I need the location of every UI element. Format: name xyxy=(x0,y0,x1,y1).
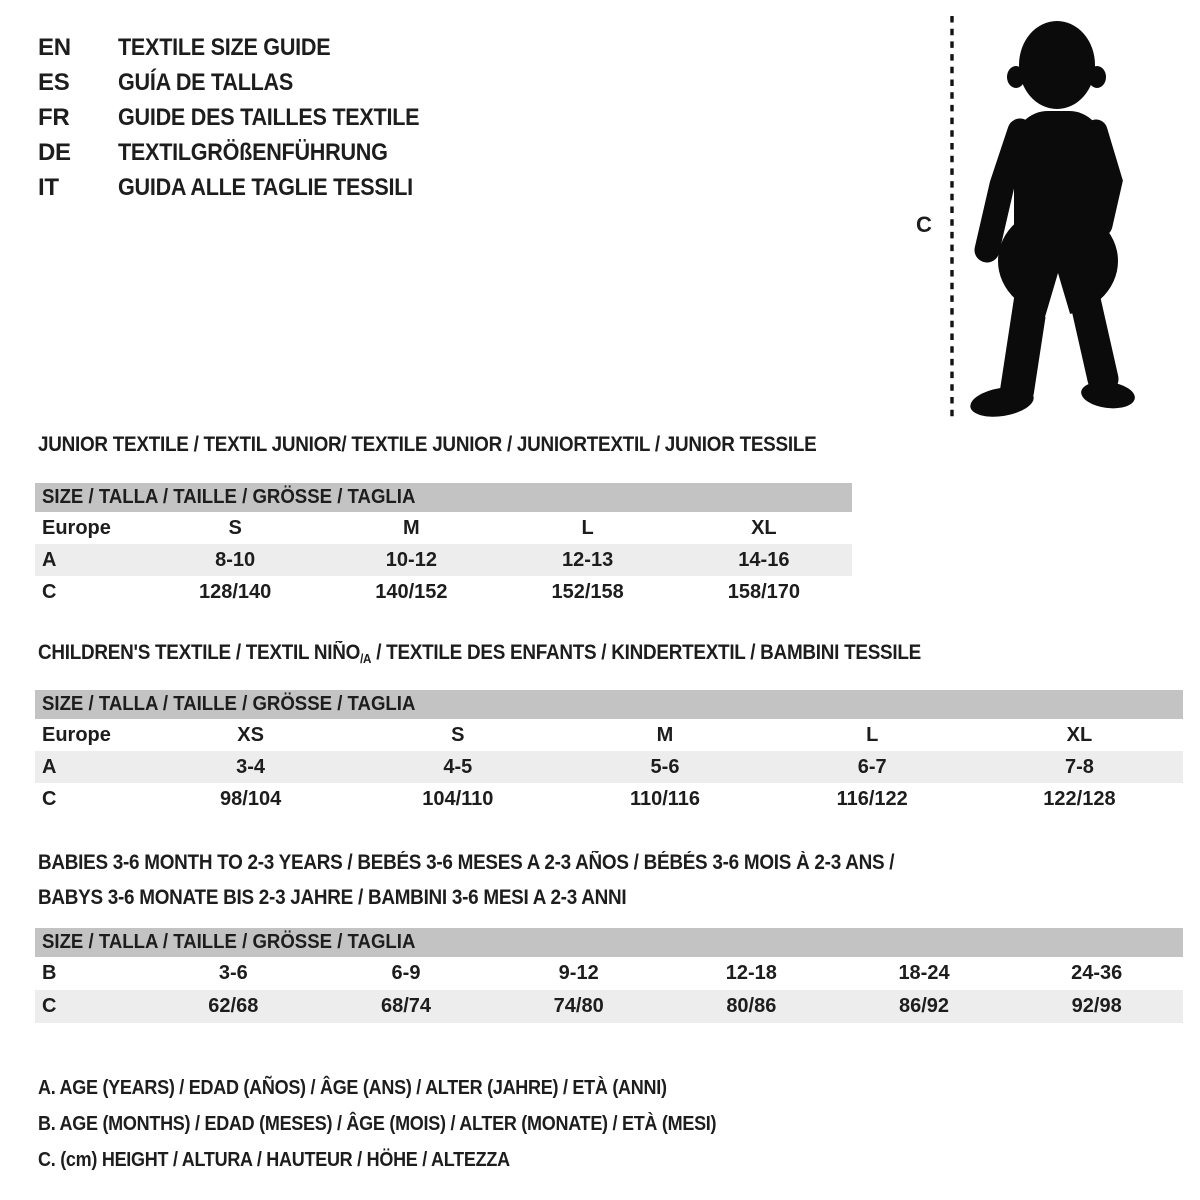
row-label: C xyxy=(42,787,57,810)
table-row xyxy=(35,719,1183,751)
row-label: A xyxy=(42,755,57,778)
table-cell: 10-12 xyxy=(385,548,437,571)
language-code: DE xyxy=(38,138,71,166)
row-label: Europe xyxy=(42,723,111,746)
heading-line-1: BABIES 3-6 MONTH TO 2-3 YEARS / BEBÉS 3-6 MESES A 2-3 AÑOS / BÉBÉS 3-6 MOIS À 2-3 ANS / xyxy=(38,851,895,874)
table-cell: 18-24 xyxy=(898,962,950,984)
table-cell: XL xyxy=(1066,723,1093,746)
language-list xyxy=(38,30,453,205)
toddler-figure xyxy=(968,21,1136,421)
babies-size-table xyxy=(35,928,1183,1023)
table-header-label: SIZE / TALLA / TAILLE / GRÖSSE / TAGLIA xyxy=(42,931,416,953)
table-cell: 4-5 xyxy=(443,755,473,778)
table-cell: M xyxy=(403,516,420,539)
table-row xyxy=(35,751,1183,783)
table-cell: 152/158 xyxy=(551,580,624,603)
baby-silhouette xyxy=(940,13,1150,425)
table-cell: S xyxy=(451,723,465,746)
table-cell: 12-18 xyxy=(725,962,777,984)
row-label: B xyxy=(42,962,57,984)
table-cell: 158/170 xyxy=(727,580,801,603)
row-label: A xyxy=(42,548,57,571)
language-code: EN xyxy=(38,33,71,61)
table-header-bar xyxy=(35,928,1183,957)
language-title: TEXTILE SIZE GUIDE xyxy=(118,33,331,61)
table-cell: 6-9 xyxy=(391,962,421,984)
table-cell: 5-6 xyxy=(650,755,680,778)
table-cell: 74/80 xyxy=(553,995,604,1017)
language-title: TEXTILGRÖßENFÜHRUNG xyxy=(118,138,388,166)
table-row xyxy=(35,957,1183,990)
language-code: IT xyxy=(38,173,59,201)
language-row-it xyxy=(38,170,453,205)
table-cell: L xyxy=(866,723,879,746)
children-size-table xyxy=(35,690,1183,815)
language-row-en xyxy=(38,30,453,65)
language-title: GUIDA ALLE TAGLIE TESSILI xyxy=(118,173,413,201)
table-cell: 8-10 xyxy=(215,548,256,571)
table-cell: 12-13 xyxy=(562,548,614,571)
table-header-label: SIZE / TALLA / TAILLE / GRÖSSE / TAGLIA xyxy=(42,486,416,508)
table-cell: S xyxy=(228,516,242,539)
table-cell: 110/116 xyxy=(629,787,701,810)
heading-text: / TEXTILE DES ENFANTS / KINDERTEXTIL / BAMBINI TESSILE xyxy=(371,641,921,664)
table-cell: 128/140 xyxy=(198,580,272,603)
table-cell: 116/122 xyxy=(836,787,908,810)
table-cell: 140/152 xyxy=(375,580,448,603)
children-section-heading xyxy=(38,641,921,666)
language-code: FR xyxy=(38,103,70,131)
table-cell: 68/74 xyxy=(380,995,432,1017)
legend xyxy=(38,1070,792,1178)
table-cell: 92/98 xyxy=(1071,995,1122,1017)
legend-line-a: A. AGE (YEARS) / EDAD (AÑOS) / ÂGE (ANS) / ALTER (JAHRE) / ETÀ (ANNI) xyxy=(38,1077,667,1099)
table-cell: 24-36 xyxy=(1071,962,1123,984)
height-measure-label: C xyxy=(916,212,932,237)
table-header-bar xyxy=(35,690,1183,719)
heading-text: CHILDREN'S TEXTILE / TEXTIL NIÑO xyxy=(38,641,361,664)
junior-section-heading: JUNIOR TEXTILE / TEXTIL JUNIOR/ TEXTILE JUNIOR / JUNIORTEXTIL / JUNIOR TESSILE xyxy=(38,433,817,456)
row-label: C xyxy=(42,580,57,603)
table-row xyxy=(35,544,852,576)
row-label: C xyxy=(42,995,57,1017)
table-cell: M xyxy=(656,723,674,746)
heading-line-2: BABYS 3-6 MONATE BIS 2-3 JAHRE / BAMBINI 3-6 MESI A 2-3 ANNI xyxy=(38,886,627,909)
table-cell: L xyxy=(581,516,594,539)
table-row xyxy=(35,990,1183,1023)
table-cell: XS xyxy=(237,723,264,746)
table-cell: 122/128 xyxy=(1043,787,1116,810)
table-cell: 6-7 xyxy=(857,755,887,778)
language-title: GUIDE DES TAILLES TEXTILE xyxy=(118,103,420,131)
legend-line-c: C. (cm) HEIGHT / ALTURA / HAUTEUR / HÖHE / ALTEZZA xyxy=(38,1149,510,1171)
junior-size-table xyxy=(35,483,852,608)
language-title: GUÍA DE TALLAS xyxy=(118,68,294,96)
table-cell: 104/110 xyxy=(422,787,494,810)
table-cell: XL xyxy=(751,516,777,539)
row-label: Europe xyxy=(42,516,111,539)
table-cell: 98/104 xyxy=(220,787,282,810)
heading-subscript: /A xyxy=(360,651,372,666)
language-row-es xyxy=(38,65,453,100)
table-header-label: SIZE / TALLA / TAILLE / GRÖSSE / TAGLIA xyxy=(42,693,416,715)
table-row xyxy=(35,512,852,544)
language-code: ES xyxy=(38,68,70,96)
table-row xyxy=(35,576,852,608)
language-row-de xyxy=(38,135,453,170)
table-cell: 3-4 xyxy=(236,755,266,778)
table-cell: 80/86 xyxy=(726,995,777,1017)
legend-line-b: B. AGE (MONTHS) / EDAD (MESES) / ÂGE (MOIS) / ALTER (MONATE) / ETÀ (MESI) xyxy=(38,1113,717,1135)
table-header-bar xyxy=(35,483,852,512)
table-cell: 3-6 xyxy=(218,962,248,984)
table-row xyxy=(35,783,1183,815)
table-cell: 7-8 xyxy=(1064,755,1094,778)
table-cell: 14-16 xyxy=(738,548,790,571)
table-cell: 9-12 xyxy=(558,962,599,984)
babies-section-heading xyxy=(38,845,989,915)
language-row-fr xyxy=(38,100,453,135)
table-cell: 62/68 xyxy=(208,995,259,1017)
table-cell: 86/92 xyxy=(898,995,950,1017)
